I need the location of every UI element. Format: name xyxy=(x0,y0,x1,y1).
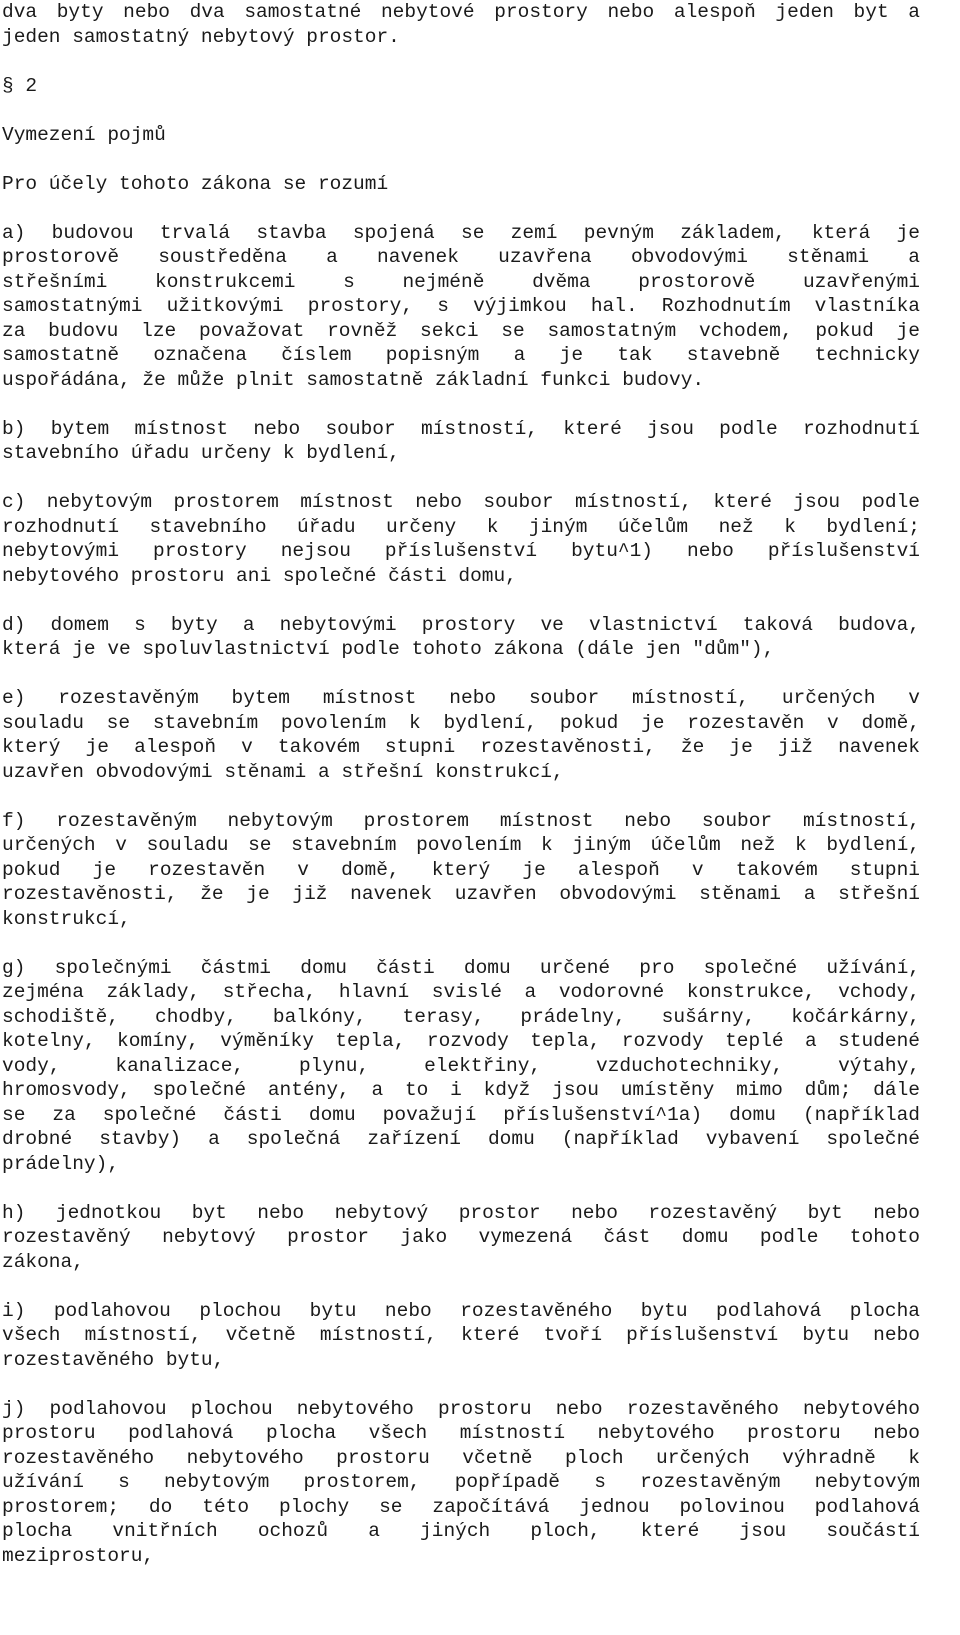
definition-line: samostatnými užitkovými prostory, s výjimkou hal. Rozhodnutím vlastníka xyxy=(2,295,920,317)
definition-h xyxy=(2,1201,920,1275)
definition-line: j) podlahovou plochou nebytového prostoru nebo rozestavěného nebytového xyxy=(2,1397,920,1420)
definition-line: g) společnými částmi domu části domu určené pro společné užívání, xyxy=(2,956,920,979)
definition-line: hromosvody, společné antény, a to i když jsou umístěny mimo dům; dále xyxy=(2,1079,920,1101)
definition-d xyxy=(2,613,920,662)
definition-c xyxy=(2,490,920,588)
definition-f xyxy=(2,809,920,932)
definition-line: drobné stavby) a společná zařízení domu (například vybavení společné xyxy=(2,1128,920,1150)
definitions-list xyxy=(2,221,920,1569)
definition-line: c) nebytovým prostorem místnost nebo soubor místností, které jsou podle xyxy=(2,491,920,513)
definition-line: rozestavěnosti, že je již navenek uzavřen obvodovými stěnami a střešní xyxy=(2,883,920,905)
definition-line: e) rozestavěným bytem místnost nebo soubor místností, určených v xyxy=(2,687,920,709)
definition-line: pokud je rozestavěn v domě, který je alespoň v takovém stupni xyxy=(2,858,920,881)
definition-line: všech místností, včetně místností, které tvoří příslušenství bytu nebo xyxy=(2,1324,920,1346)
definition-line: f) rozestavěným nebytovým prostorem místnost nebo soubor místností, xyxy=(2,809,920,832)
definition-line: schodiště, chodby, balkóny, terasy, prádelny, sušárny, kočárkárny, xyxy=(2,1005,920,1028)
preamble: Pro účely tohoto zákona se rozumí xyxy=(2,172,389,195)
definition-line: prádelny), xyxy=(2,1152,120,1175)
definition-line: prostorově soustředěna a navenek uzavřena obvodovými stěnami a xyxy=(2,246,920,268)
definition-line: prostoru podlahová plocha všech místností nebytového prostoru nebo xyxy=(2,1422,920,1444)
definition-line: konstrukcí, xyxy=(2,907,131,930)
definition-line: vody, kanalizace, plynu, elektřiny, vzduchotechniky, výtahy, xyxy=(2,1054,920,1077)
definition-line: se za společné části domu považují příslušenství^1a) domu (například xyxy=(2,1103,920,1126)
definition-line: h) jednotkou byt nebo nebytový prostor nebo rozestavěný byt nebo xyxy=(2,1201,920,1224)
section-title: Vymezení pojmů xyxy=(2,123,166,146)
definition-line: kotelny, komíny, výměníky tepla, rozvody tepla, rozvody teplé a studené xyxy=(2,1030,920,1052)
definition-line: a) budovou trvalá stavba spojená se zemí pevným základem, která je xyxy=(2,221,920,244)
definition-line: zejména základy, střecha, hlavní svislé a vodorovné konstrukce, vchody, xyxy=(2,981,920,1003)
section-number: § 2 xyxy=(2,74,38,97)
definition-line: střešními konstrukcemi s nejméně dvěma prostorově uzavřenými xyxy=(2,270,920,293)
definition-g xyxy=(2,956,920,1177)
definition-line: samostatně označena číslem popisným a je tak stavebně technicky xyxy=(2,344,920,366)
definition-line: i) podlahovou plochou bytu nebo rozestavěného bytu podlahová plocha xyxy=(2,1299,920,1322)
definition-line: souladu se stavebním povolením k bydlení, pokud je rozestavěn v domě, xyxy=(2,711,920,734)
definition-line: za budovu lze považovat rovněž sekci se samostatným vchodem, pokud je xyxy=(2,319,920,342)
definition-line: prostorem; do této plochy se započítává jednou polovinou podlahová xyxy=(2,1495,920,1518)
definition-e xyxy=(2,686,920,784)
definition-line: nebytového prostoru ani společné části domu, xyxy=(2,564,517,587)
definition-line: plocha vnitřních ochozů a jiných ploch, které jsou součástí xyxy=(2,1520,920,1542)
definition-i xyxy=(2,1299,920,1373)
definition-line: rozestavěného nebytového prostoru včetně ploch určených výhradně k xyxy=(2,1446,920,1469)
intro-line: jeden samostatný nebytový prostor. xyxy=(2,25,400,48)
definition-b xyxy=(2,417,920,466)
definition-line: b) bytem místnost nebo soubor místností, které jsou podle rozhodnutí xyxy=(2,417,920,440)
definition-j xyxy=(2,1397,920,1569)
definition-line: nebytovými prostory nejsou příslušenství bytu^1) nebo příslušenství xyxy=(2,540,920,562)
definition-line: užívání s nebytovým prostorem, popřípadě s rozestavěným nebytovým xyxy=(2,1471,920,1493)
definition-line: určených v souladu se stavebním povolením k jiným účelům než k bydlení, xyxy=(2,834,920,856)
definition-line: meziprostoru, xyxy=(2,1544,155,1567)
intro-line: dva byty nebo dva samostatné nebytové prostory nebo alespoň jeden byt a xyxy=(2,1,920,23)
definition-line: který je alespoň v takovém stupni rozestavěnosti, že je již navenek xyxy=(2,736,920,758)
definition-line: která je ve spoluvlastnictví podle tohoto zákona (dále jen "dům"), xyxy=(2,638,775,660)
definition-a xyxy=(2,221,920,393)
definition-line: stavebního úřadu určeny k bydlení, xyxy=(2,442,400,464)
document-page xyxy=(2,0,920,1568)
intro-text xyxy=(2,0,920,49)
definition-line: zákona, xyxy=(2,1250,84,1273)
definition-line: rozestavěného bytu, xyxy=(2,1348,225,1371)
definition-line: uspořádána, že může plnit samostatně základní funkci budovy. xyxy=(2,368,705,391)
definition-line: rozestavěný nebytový prostor jako vymezená část domu podle tohoto xyxy=(2,1226,920,1248)
definition-line: d) domem s byty a nebytovými prostory ve vlastnictví taková budova, xyxy=(2,613,920,636)
definition-line: uzavřen obvodovými stěnami a střešní konstrukcí, xyxy=(2,760,564,783)
definition-line: rozhodnutí stavebního úřadu určeny k jiným účelům než k bydlení; xyxy=(2,515,920,538)
